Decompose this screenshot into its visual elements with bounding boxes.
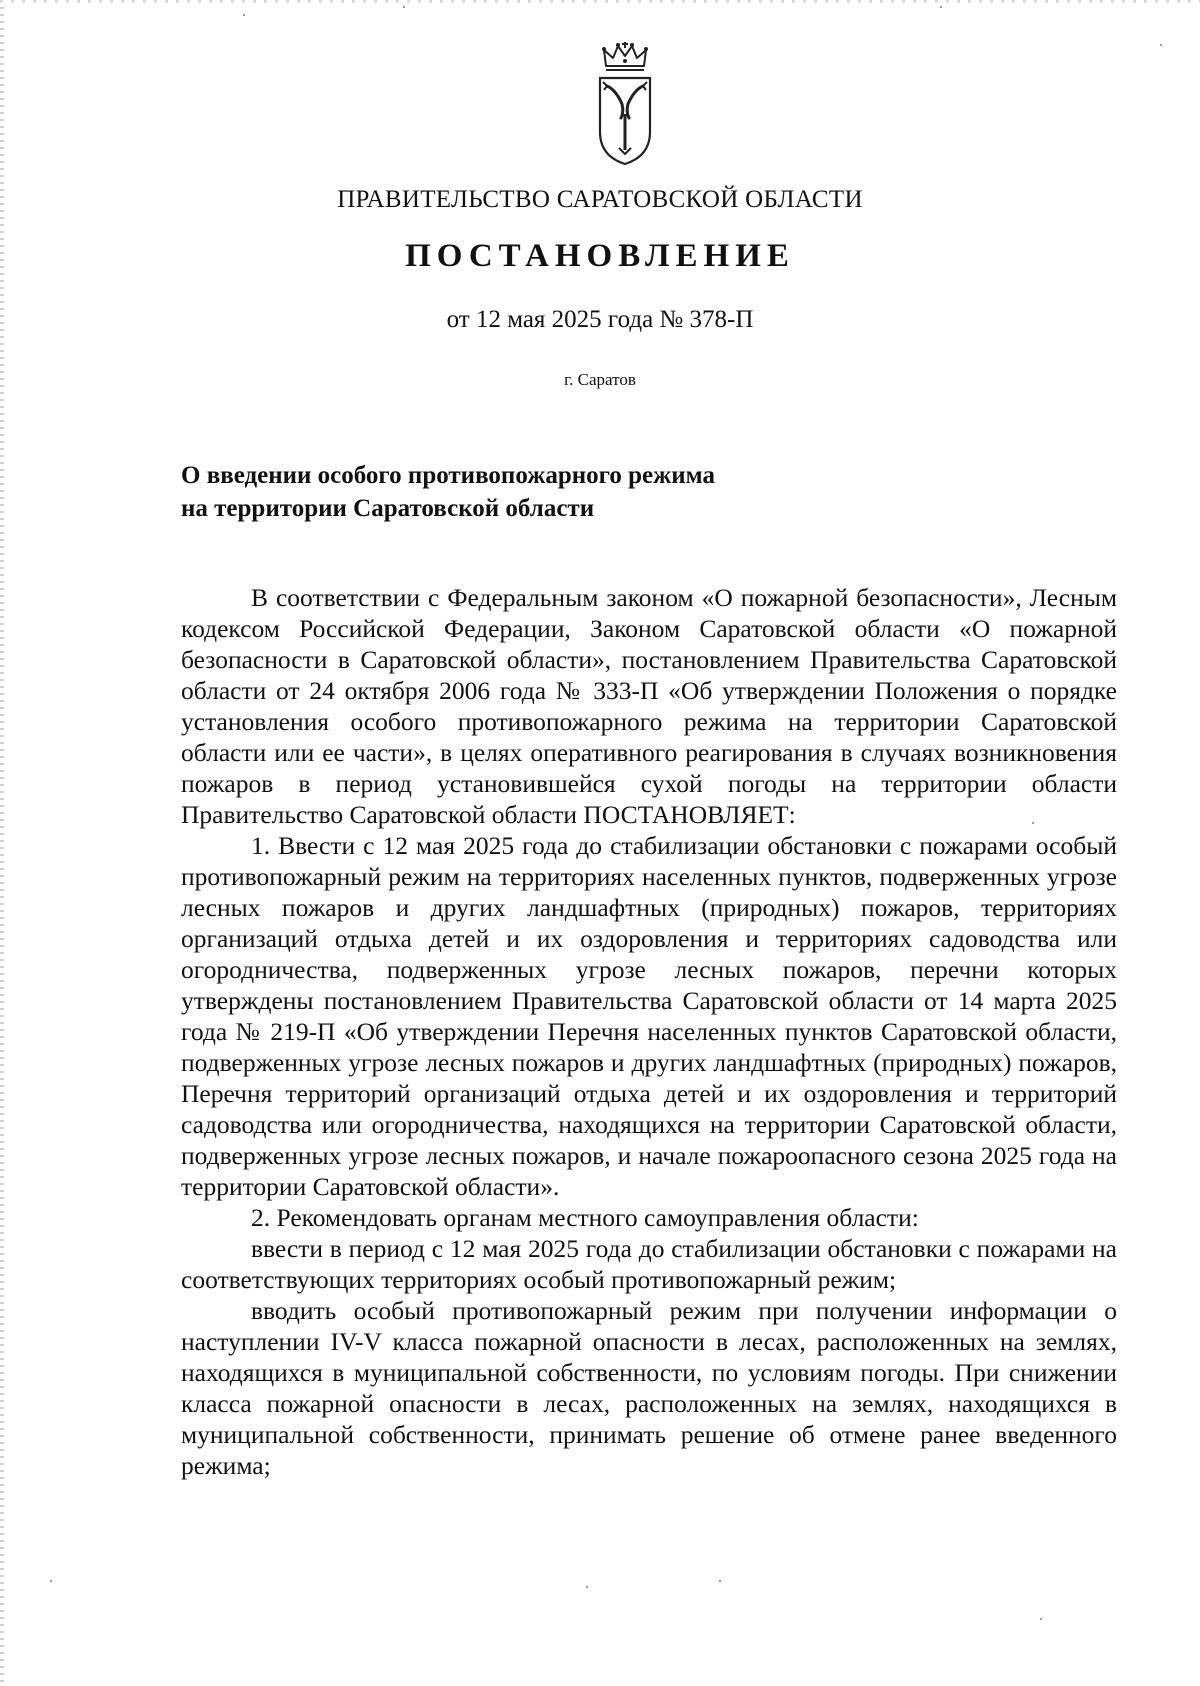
scan-speck [1160, 44, 1162, 46]
scan-speck [243, 14, 245, 16]
item-1-paragraph: 1. Ввести с 12 мая 2025 года до стабилизации обстановки с пожарами особый противопожарный режим на территориях населенных пунктов, подверженных угрозе лесных пожаров и других ландшафтных (природных) пожаров, территориях организаций отдыха детей и их оздоровления и территориях садоводства или огородничества, подверженных угрозе лесных пожаров, перечни которых утверждены постановлением Правительства Саратовской области от 14 марта 2025 года № 219-П «Об утверждении Перечня населенных пунктов Саратовской области, подверженных угрозе лесных пожаров и других ландшафтных (природных) пожаров, Перечня территорий организаций отдыха детей и их оздоровления и территорий садоводства или огородничества, находящихся на территории Саратовской области, подверженных угрозе лесных пожаров, и начале пожароопасного сезона 2025 года на территории Саратовской области». [181, 831, 1117, 1201]
document-body [181, 582, 1117, 1481]
document-date-number: от 12 мая 2025 года № 378-П [446, 306, 754, 333]
government-name: ПРАВИТЕЛЬСТВО САРАТОВСКОЙ ОБЛАСТИ [337, 186, 863, 213]
scan-edge-top [0, 0, 1200, 3]
item-2-subparagraph-a: ввести в период с 12 мая 2025 года до стабилизации обстановки с пожарами на соответствующих территориях особый противопожарный режим; [181, 1234, 1117, 1294]
scan-speck [403, 6, 405, 8]
preamble-paragraph: В соответствии с Федеральным законом «О пожарной безопасности», Лесным кодексом Российской Федерации, Законом Саратовской области «О пожарной безопасности в Саратовской области», постановлением Правительства Саратовской области от 24 октября 2006 года № 333-П «Об утверждении Положения о порядке установления особого противопожарного режима на территории Саратовской области или ее части», в целях оперативного реагирования в случаях возникновения пожаров в период установившейся сухой погоды на территории области Правительство Саратовской области ПОСТАНОВЛЯЕТ: [181, 583, 1117, 829]
scan-speck [719, 1580, 721, 1582]
document-type: ПОСТАНОВЛЕНИЕ [405, 238, 795, 274]
coat-of-arms-emblem [597, 40, 653, 168]
subject-line-2: на территории Саратовской области [181, 495, 595, 522]
document-subject [181, 459, 715, 525]
subject-line-1: О введении особого противопожарного режима [181, 462, 715, 489]
scan-speck [586, 1586, 588, 1588]
item-2-subparagraph-b: вводить особый противопожарный режим при получении информации о наступлении IV-V класса пожарной опасности в лесах, расположенных на землях, находящихся в муниципальной собственности, по условиям погоды. При снижении класса пожарной опасности в лесах, расположенных на землях, находящихся в муниципальной собственности, принимать решение об отмене ранее введенного режима; [181, 1296, 1117, 1480]
scan-speck [1032, 822, 1034, 824]
document-city: г. Саратов [564, 370, 636, 389]
item-2-paragraph: 2. Рекомендовать органам местного самоуправления области: [251, 1203, 919, 1232]
scan-speck [1040, 1618, 1042, 1620]
scan-speck [50, 1580, 52, 1582]
scan-speck [940, 6, 942, 8]
